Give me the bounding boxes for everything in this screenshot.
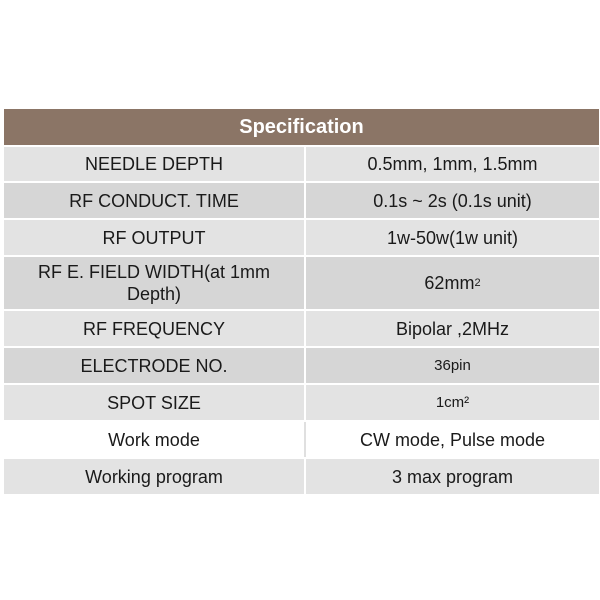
row-value: Bipolar ,2MHz <box>395 318 510 339</box>
table-row <box>4 346 599 383</box>
row-value <box>306 257 599 309</box>
row-value: 3 max program <box>391 466 514 487</box>
row-label: RF OUTPUT <box>4 220 306 255</box>
row-label: RF E. FIELD WIDTH(at 1mm Depth) <box>4 257 306 309</box>
table-title: Specification <box>4 109 599 145</box>
row-label: Working program <box>4 459 306 494</box>
row-value-superscript: 2 <box>474 277 481 289</box>
row-value: CW mode, Pulse mode <box>359 429 546 450</box>
row-label: SPOT SIZE <box>4 385 306 420</box>
table-row <box>4 181 599 218</box>
row-value: 0.1s ~ 2s (0.1s unit) <box>373 190 532 211</box>
table-row <box>4 145 599 181</box>
row-label: RF FREQUENCY <box>4 311 306 346</box>
row-label: RF CONDUCT. TIME <box>4 183 306 218</box>
row-value: 0.5mm, 1mm, 1.5mm <box>367 154 538 174</box>
row-value: 1w-50w(1w unit) <box>386 227 519 248</box>
row-value: 1cm² <box>435 393 470 411</box>
table-row <box>4 420 599 457</box>
row-label: NEEDLE DEPTH <box>4 147 306 181</box>
row-label: ELECTRODE NO. <box>4 348 306 383</box>
table-row <box>4 255 599 309</box>
row-label: Work mode <box>4 422 306 457</box>
specification-table <box>4 109 599 494</box>
table-row <box>4 383 599 420</box>
table-row <box>4 309 599 346</box>
table-row <box>4 218 599 255</box>
row-value-text: 62mm <box>424 273 475 293</box>
row-value: 36pin <box>434 356 471 374</box>
table-row <box>4 457 599 494</box>
